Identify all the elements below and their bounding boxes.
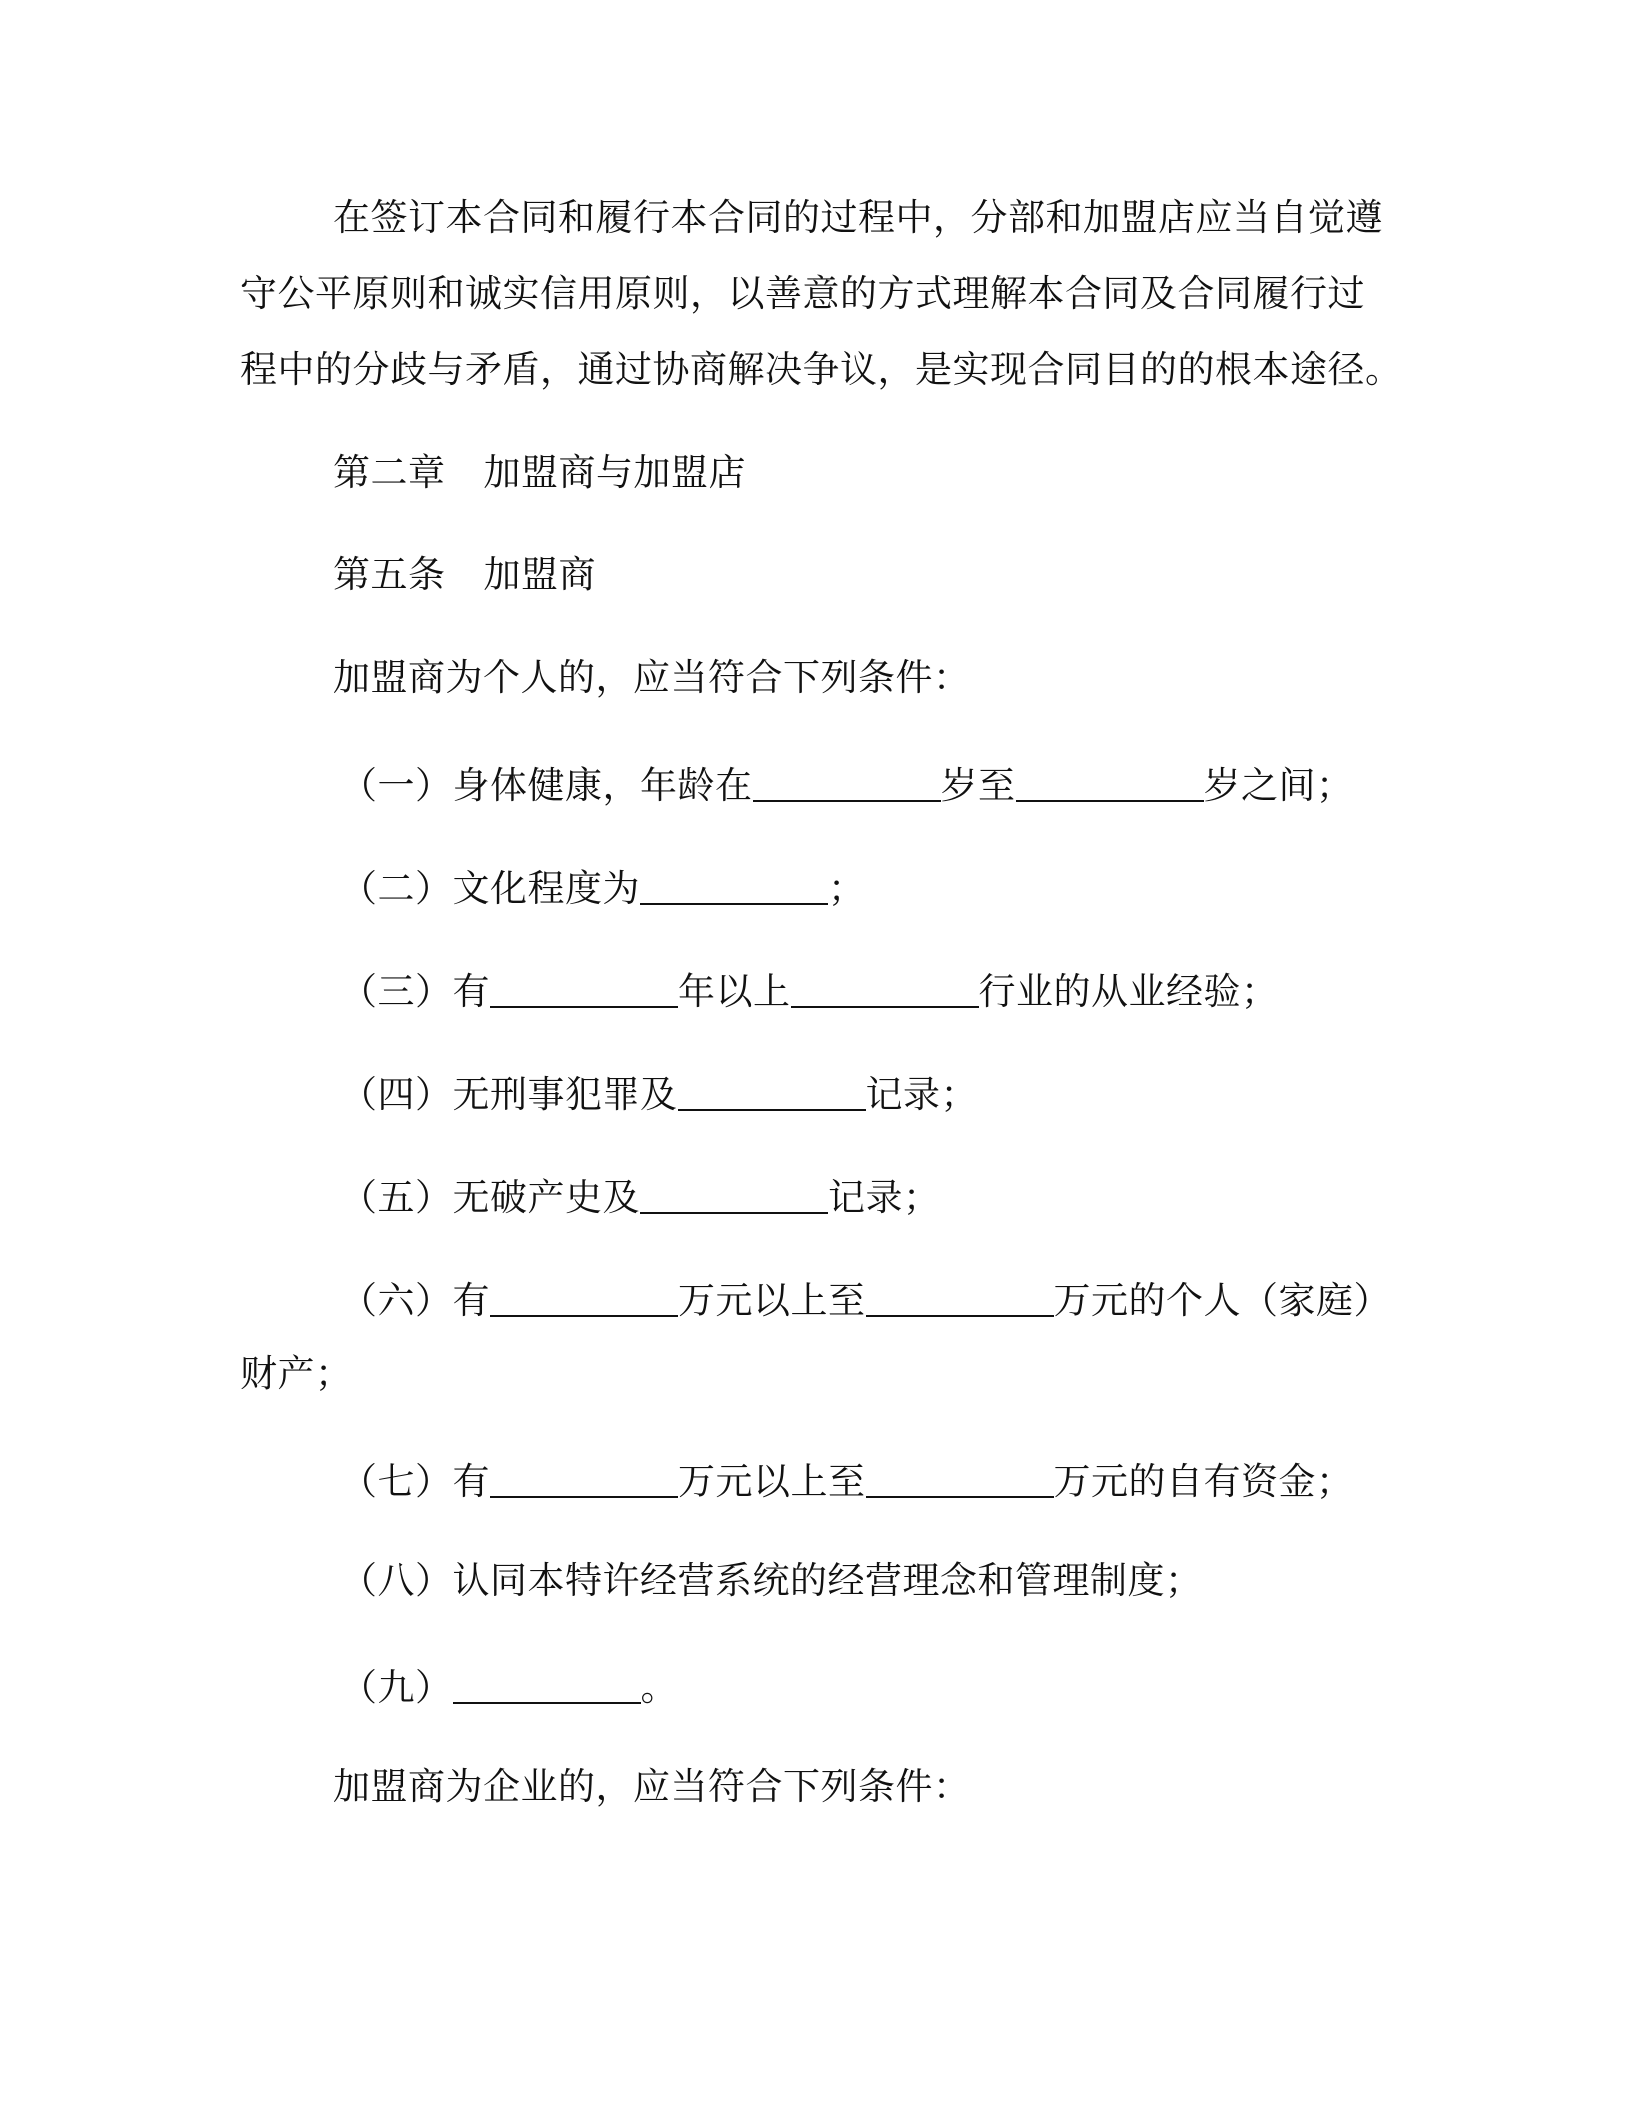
fill-blank[interactable] xyxy=(490,1279,678,1317)
item-text: 记录； xyxy=(865,1073,978,1116)
item-text: （一）身体健康，年龄在 xyxy=(340,764,753,807)
fill-blank[interactable] xyxy=(753,764,941,802)
item-text: 万元以上至 xyxy=(678,1460,866,1503)
item-text: 行业的从业经验； xyxy=(978,970,1279,1013)
condition-item-7 xyxy=(340,1456,1354,1504)
condition-item-8 xyxy=(340,1559,1203,1603)
fill-blank[interactable] xyxy=(791,970,979,1008)
chapter-heading xyxy=(333,451,746,495)
intro-line-3: 程中的分歧与矛盾，通过协商解决争议，是实现合同目的的根本途径。 xyxy=(240,348,1403,391)
item-text: （六）有 xyxy=(340,1279,490,1322)
condition-item-6 xyxy=(340,1275,1391,1323)
fill-blank[interactable] xyxy=(866,1279,1054,1317)
fill-blank[interactable] xyxy=(490,970,678,1008)
condition-item-2 xyxy=(340,863,866,911)
item-text: （四）无刑事犯罪及 xyxy=(340,1073,678,1116)
intro-line-2: 守公平原则和诚实信用原则，以善意的方式理解本合同及合同履行过 xyxy=(240,272,1365,315)
fill-blank[interactable] xyxy=(640,867,828,905)
condition-item-6-continuation: 财产； xyxy=(240,1352,353,1395)
condition-item-5 xyxy=(340,1172,941,1220)
condition-item-4 xyxy=(340,1069,978,1117)
fill-blank[interactable] xyxy=(1016,764,1204,802)
individual-conditions-intro: 加盟商为个人的，应当符合下列条件： xyxy=(333,656,971,699)
condition-item-1 xyxy=(340,760,1354,808)
item-text: 记录； xyxy=(828,1176,941,1219)
fill-blank[interactable] xyxy=(453,1666,641,1704)
condition-item-3 xyxy=(340,966,1279,1014)
chapter-title: 加盟商与加盟店 xyxy=(483,451,746,494)
item-text: 年以上 xyxy=(678,970,791,1013)
item-text: 万元以上至 xyxy=(678,1279,866,1322)
fill-blank[interactable] xyxy=(490,1460,678,1498)
item-text: （七）有 xyxy=(340,1460,490,1503)
item-text: （八）认同本特许经营系统的经营理念和管理制度； xyxy=(340,1559,1203,1602)
article-number: 第五条 xyxy=(333,553,446,596)
item-text: ； xyxy=(828,867,866,910)
intro-line-1: 在签订本合同和履行本合同的过程中，分部和加盟店应当自觉遵 xyxy=(333,196,1383,239)
enterprise-conditions-intro: 加盟商为企业的，应当符合下列条件： xyxy=(333,1765,971,1808)
article-heading xyxy=(333,553,596,597)
chapter-number: 第二章 xyxy=(333,451,446,494)
item-text: 万元的自有资金； xyxy=(1053,1460,1354,1503)
condition-item-9 xyxy=(340,1662,678,1710)
item-text: 万元的个人（家庭） xyxy=(1053,1279,1391,1322)
item-text: （二）文化程度为 xyxy=(340,867,640,910)
fill-blank[interactable] xyxy=(640,1176,828,1214)
item-text: 岁至 xyxy=(940,764,1016,807)
fill-blank[interactable] xyxy=(678,1073,866,1111)
item-text: （五）无破产史及 xyxy=(340,1176,640,1219)
item-text: 。 xyxy=(640,1666,678,1709)
item-text: 岁之间； xyxy=(1203,764,1354,807)
fill-blank[interactable] xyxy=(866,1460,1054,1498)
article-title: 加盟商 xyxy=(483,553,596,596)
item-text: （九） xyxy=(340,1666,453,1709)
item-text: （三）有 xyxy=(340,970,490,1013)
